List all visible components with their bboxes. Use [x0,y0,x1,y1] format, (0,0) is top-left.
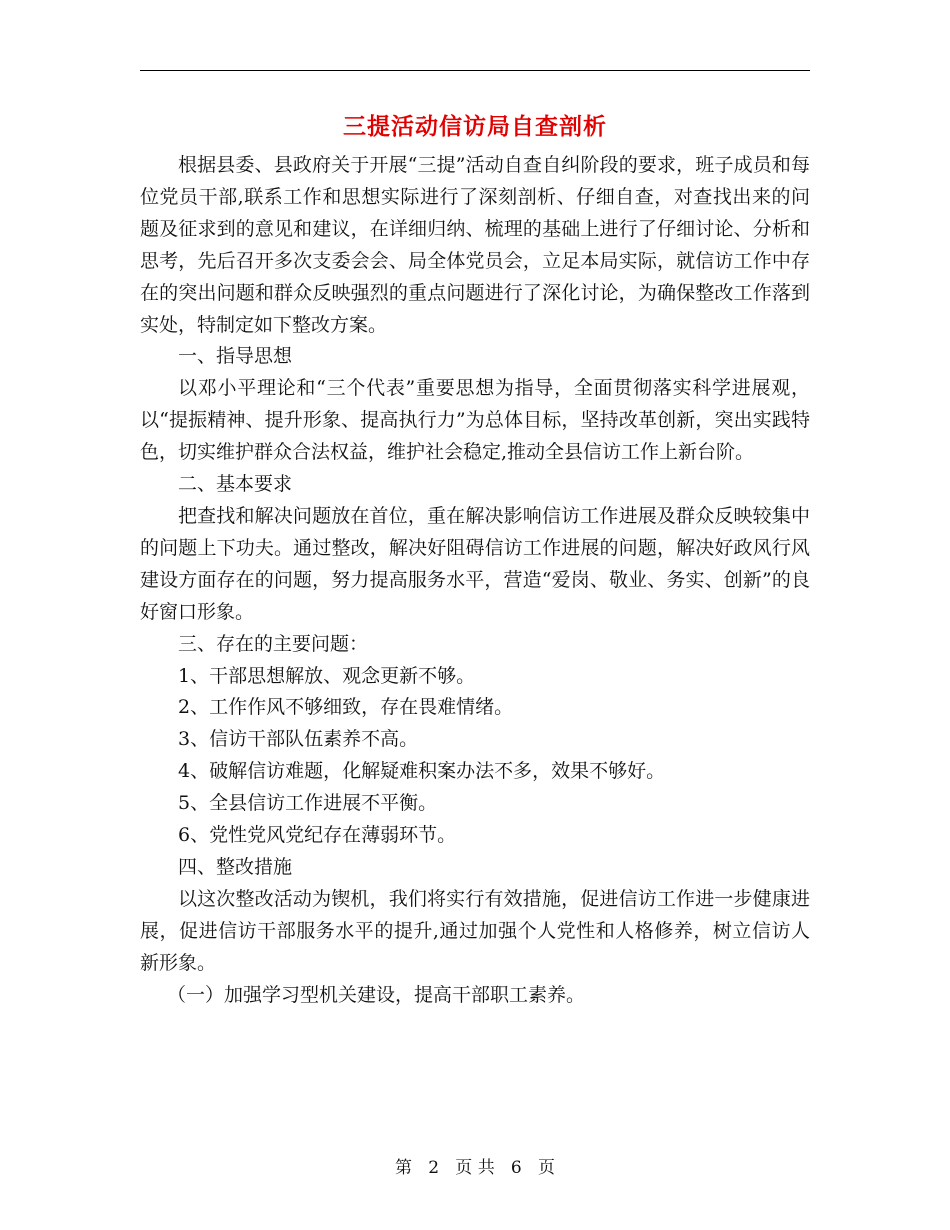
problem-item: 6、党性党风党纪存在薄弱环节。 [178,824,457,847]
intro-paragraph: 根据县委、县政府关于开展“三提”活动自查自纠阶段的要求，班子成员和每位党员干部,联系工作和思想实际进行了深刻剖析、仔细自查，对查找出来的问题及征求到的意见和建议，在详细归纳、梳理的基础上进行了仔细讨论、分析和思考，先后召开多次支委会会、局全体党员会，立足本局实际，就信访工作中存在的突出问题和群众反映强烈的重点问题进行了深化讨论，为确保整改工作落到实处，特制定如下整改方案。 [140,154,810,336]
page-footer [140,1153,810,1178]
document-title: 三提活动信访局自查剖析 [343,113,607,140]
rectification-paragraph: 以这次整改活动为锲机，我们将实行有效措施，促进信访工作进一步健康进展，促进信访干部服务水平的提升,通过加强个人党性和人格修养，树立信访人新形象。 [140,887,810,974]
basic-requirements-paragraph: 把查找和解决问题放在首位，重在解决影响信访工作进展及群众反映较集中的问题上下功夫。通过整改，解决好阻碍信访工作进展的问题，解决好政风行风建设方面存在的问题，努力提高服务水平，营造“爱岗、敬业、务实、创新”的良好窗口形象。 [140,504,810,623]
problem-item: 3、信访干部队伍素养不高。 [178,728,419,751]
problem-item: 1、干部思想解放、观念更新不够。 [178,664,476,687]
problem-item: 4、破解信访难题，化解疑难积案办法不多，效果不够好。 [178,760,666,783]
guiding-ideology-paragraph: 以邓小平理论和“三个代表”重要思想为指导，全面贯彻落实科学进展观，以“提振精神、提升形象、提高执行力”为总体目标，坚持改革创新，突出实践特色，切实维护群众合法权益，维护社会稳定,推动全县信访工作上新台阶。 [140,377,810,464]
section-heading-main-problems: 三、存在的主要问题： [178,632,369,655]
subsection-heading: （一）加强学习型机关建设，提高干部职工素养。 [167,983,586,1006]
footer-prefix: 第 [395,1158,413,1178]
problem-item: 5、全县信访工作进展不平衡。 [178,792,438,815]
footer-middle: 页 共 [455,1158,495,1178]
current-page-number: 2 [428,1158,440,1178]
section-heading-rectification-measures: 四、整改措施 [178,855,293,878]
footer-suffix: 页 [537,1158,555,1178]
document-body [140,150,810,1011]
total-pages: 6 [510,1158,522,1178]
problem-item: 2、工作作风不够细致，存在畏难情绪。 [178,696,514,719]
section-heading-guiding-ideology: 一、指导思想 [178,345,293,368]
section-heading-basic-requirements: 二、基本要求 [178,473,293,496]
header-rule [140,70,810,71]
